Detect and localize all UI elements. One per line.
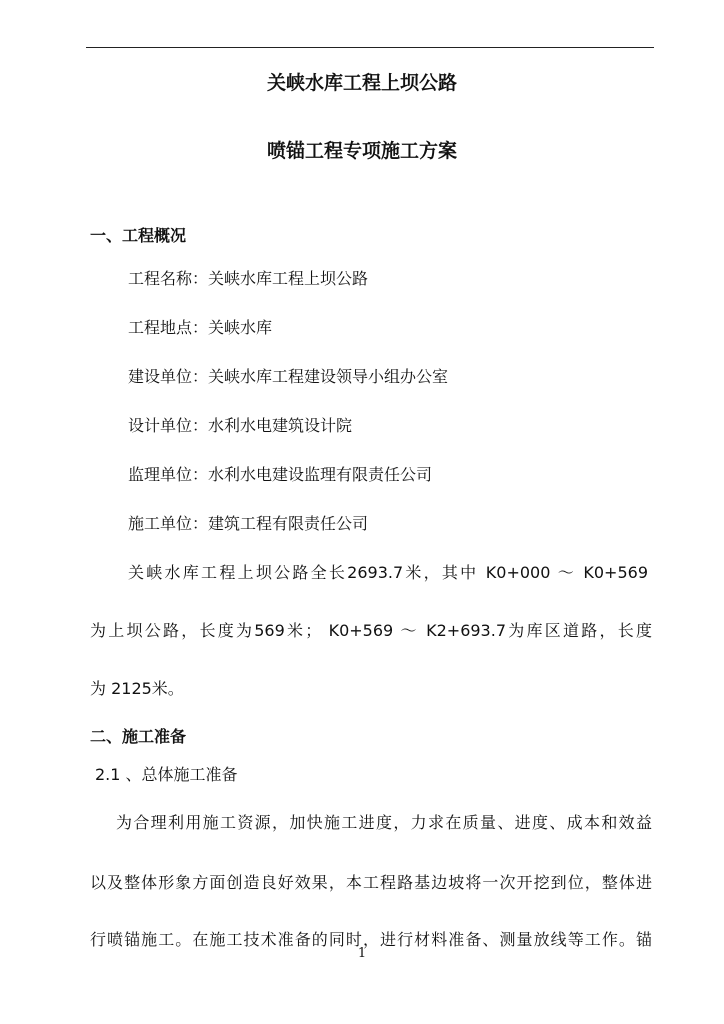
- construction-owner-line: 建设单位：关峡水库工程建设领导小组办公室: [128, 367, 449, 386]
- page-number: 1: [357, 946, 367, 961]
- subsection-heading-general-preparation: 2.1 、总体施工准备: [95, 765, 238, 784]
- summary-line-1: 关峡水库工程上坝公路全长2693.7米，其中 K0+000 ～ K0+569: [128, 563, 648, 582]
- preparation-paragraph-line-2: 以及整体形象方面创造良好效果，本工程路基边坡将一次开挖到位，整体进: [90, 873, 652, 892]
- preparation-paragraph-line-3: 行喷锚施工。在施工技术准备的同时，进行材料准备、测量放线等工作。锚: [90, 930, 652, 949]
- project-location-line: 工程地点：关峡水库: [128, 318, 273, 337]
- document-title: 关峡水库工程上坝公路: [266, 72, 457, 94]
- document-subtitle: 喷锚工程专项施工方案: [266, 140, 457, 162]
- section-heading-project-overview: 一、工程概况: [90, 226, 187, 245]
- summary-line-3: 为 2125米。: [90, 679, 184, 698]
- summary-line-2: 为上坝公路，长度为569米； K0+569 ～ K2+693.7为库区道路，长度: [90, 621, 652, 640]
- design-unit-line: 设计单位：水利水电建筑设计院: [128, 416, 353, 435]
- contractor-line: 施工单位：建筑工程有限责任公司: [128, 514, 369, 533]
- section-heading-construction-preparation: 二、施工准备: [90, 727, 187, 746]
- supervision-unit-line: 监理单位：水利水电建设监理有限责任公司: [128, 465, 433, 484]
- project-name-line: 工程名称：关峡水库工程上坝公路: [128, 269, 369, 288]
- header-rule: [86, 47, 654, 48]
- preparation-paragraph-line-1: 为合理利用施工资源，加快施工进度，力求在质量、进度、成本和效益: [116, 813, 652, 832]
